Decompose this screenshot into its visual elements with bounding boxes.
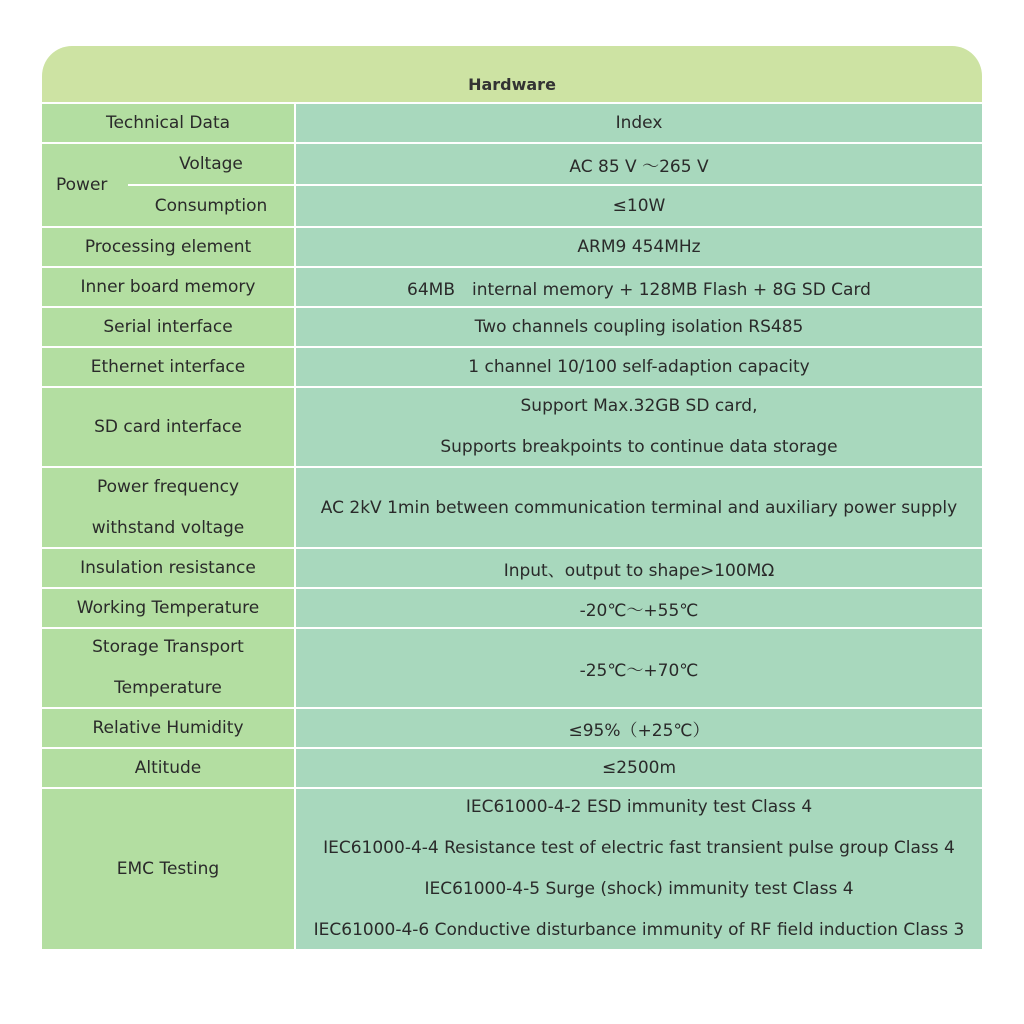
row-value: 1 channel 10/100 self-adaption capacity [294, 348, 982, 386]
table-row [42, 747, 982, 787]
table-row [42, 787, 982, 949]
row-label-line: Storage Transport [92, 637, 244, 657]
power-voltage-label: Voltage [179, 154, 243, 174]
table-row [42, 346, 982, 386]
column-header-row [42, 102, 982, 142]
row-label: EMC Testing [42, 789, 294, 949]
row-value-line: IEC61000-4-4 Resistance test of electric fast transient pulse group Class 4 [323, 838, 955, 858]
power-row-group [42, 142, 982, 226]
row-label: Processing element [42, 228, 294, 266]
row-value: -20℃～+55℃ [294, 589, 982, 627]
row-value-line: Supports breakpoints to continue data storage [440, 437, 838, 457]
power-voltage-value: AC 85 V ～265 V [296, 144, 982, 184]
row-value: ≤2500m [294, 749, 982, 787]
table-row [42, 226, 982, 266]
column-header-technical-data: Technical Data [42, 104, 294, 142]
row-value-line: IEC61000-4-2 ESD immunity test Class 4 [465, 797, 813, 817]
table-row [42, 306, 982, 346]
row-label: Altitude [42, 749, 294, 787]
power-label: Power [56, 175, 108, 195]
row-label: Serial interface [42, 308, 294, 346]
hardware-spec-table [42, 46, 982, 949]
table-row [42, 627, 982, 707]
row-value: -25℃～+70℃ [294, 629, 982, 707]
row-label-line: Power frequency [96, 476, 240, 497]
row-value: ARM9 454MHz [294, 228, 982, 266]
table-row [42, 547, 982, 587]
table-row [42, 466, 982, 547]
column-header-index: Index [294, 104, 982, 142]
table-row [42, 587, 982, 627]
row-label-line: withstand voltage [91, 517, 245, 538]
table-row [42, 386, 982, 466]
power-consumption-label: Consumption [154, 196, 268, 216]
row-label: Ethernet interface [42, 348, 294, 386]
row-value-line: IEC61000-4-5 Surge (shock) immunity test Class 4 [424, 879, 854, 899]
row-value-line: Support Max.32GB SD card, [520, 396, 758, 416]
row-label: Working Temperature [42, 589, 294, 627]
power-consumption-value: ≤10W [296, 184, 982, 226]
row-label: SD card interface [42, 388, 294, 466]
row-value-line: IEC61000-4-6 Conductive disturbance immunity of RF field induction Class 3 [313, 920, 965, 940]
row-value: 64MB internal memory + 128MB Flash + 8G SD Card [294, 268, 982, 306]
table-row [42, 266, 982, 306]
row-value: Input、output to shape>100MΩ [294, 549, 982, 587]
table-title: Hardware [42, 46, 982, 102]
row-value: Two channels coupling isolation RS485 [294, 308, 982, 346]
row-value: AC 2kV 1min between communication terminal and auxiliary power supply [294, 468, 982, 547]
row-label: Inner board memory [42, 268, 294, 306]
row-label: Relative Humidity [42, 709, 294, 747]
row-label: Insulation resistance [42, 549, 294, 587]
row-value: ≤95%（+25℃） [294, 709, 982, 747]
table-row [42, 707, 982, 747]
row-label-line: Temperature [114, 678, 222, 698]
